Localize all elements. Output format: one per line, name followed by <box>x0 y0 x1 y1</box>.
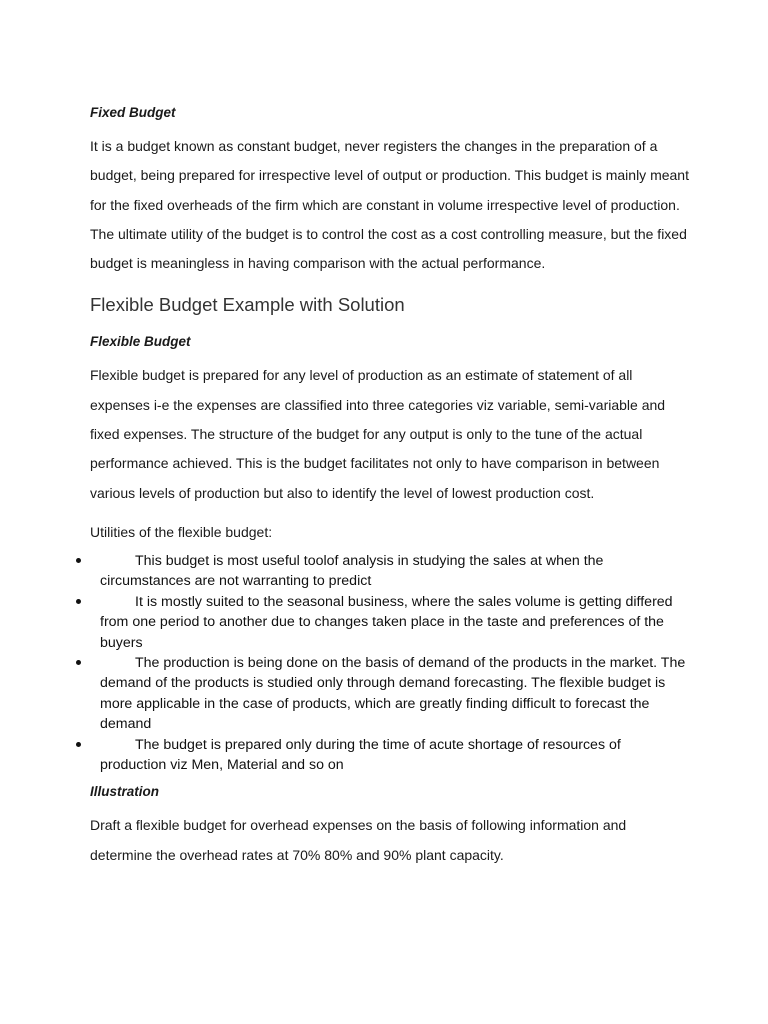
list-item-text: The budget is prepared only during the time of acute shortage of resources of production viz Men, Material and so on <box>100 736 621 774</box>
flexible-budget-paragraph: Flexible budget is prepared for any level of production as an estimate of statement of all expenses i-e the expenses are classified into three categories viz variable, semi-variable and fixed expenses. The structure of the budget for any output is only to the tune of the actual performance achieved. This is the budget facilitates not only to have comparison in between various levels of production but also to identify the level of lowest production cost. <box>90 367 666 501</box>
utilities-intro: Utilities of the flexible budget: <box>90 523 273 540</box>
bullet-icon <box>76 558 81 563</box>
bullet-icon <box>76 742 81 747</box>
list-item <box>0 735 690 776</box>
bullet-icon <box>76 599 81 604</box>
list-item-text: This budget is most useful toolof analysis in studying the sales at when the circumstances are not warranting to predict <box>100 552 604 590</box>
utilities-list <box>0 551 690 775</box>
document-content <box>90 103 690 870</box>
illustration-paragraph: Draft a flexible budget for overhead expenses on the basis of following information and determine the overhead rates at 70% 80% and 90% plant capacity. <box>90 817 627 863</box>
list-item <box>0 551 690 592</box>
list-item <box>0 592 690 653</box>
fixed-budget-label: Fixed Budget <box>90 105 176 120</box>
flexible-budget-label: Flexible Budget <box>90 334 191 350</box>
list-item <box>0 653 690 735</box>
list-item-text: It is mostly suited to the seasonal business, where the sales volume is getting differed from one period to another due to changes taken place in the taste and preferences of the buyers <box>100 593 673 651</box>
section-heading: Flexible Budget Example with Solution <box>90 294 405 316</box>
illustration-label: Illustration <box>90 784 160 800</box>
bullet-icon <box>76 660 81 665</box>
list-item-text: The production is being done on the basis of demand of the products in the market. The demand of the products is studied only through demand forecasting. The flexible budget is more applicable in the case of products, which are greatly finding difficult to forecast the demand <box>100 655 686 733</box>
fixed-budget-paragraph: It is a budget known as constant budget, never registers the changes in the preparation of a budget, being prepared for irrespective level of output or production. This budget is mainly meant for the fixed overheads of the firm which are constant in volume irrespective level of production. The ultimate utility of the budget is to control the cost as a cost controlling measure, but the fixed budget is meaningless in having comparison with the actual performance. <box>90 138 689 272</box>
